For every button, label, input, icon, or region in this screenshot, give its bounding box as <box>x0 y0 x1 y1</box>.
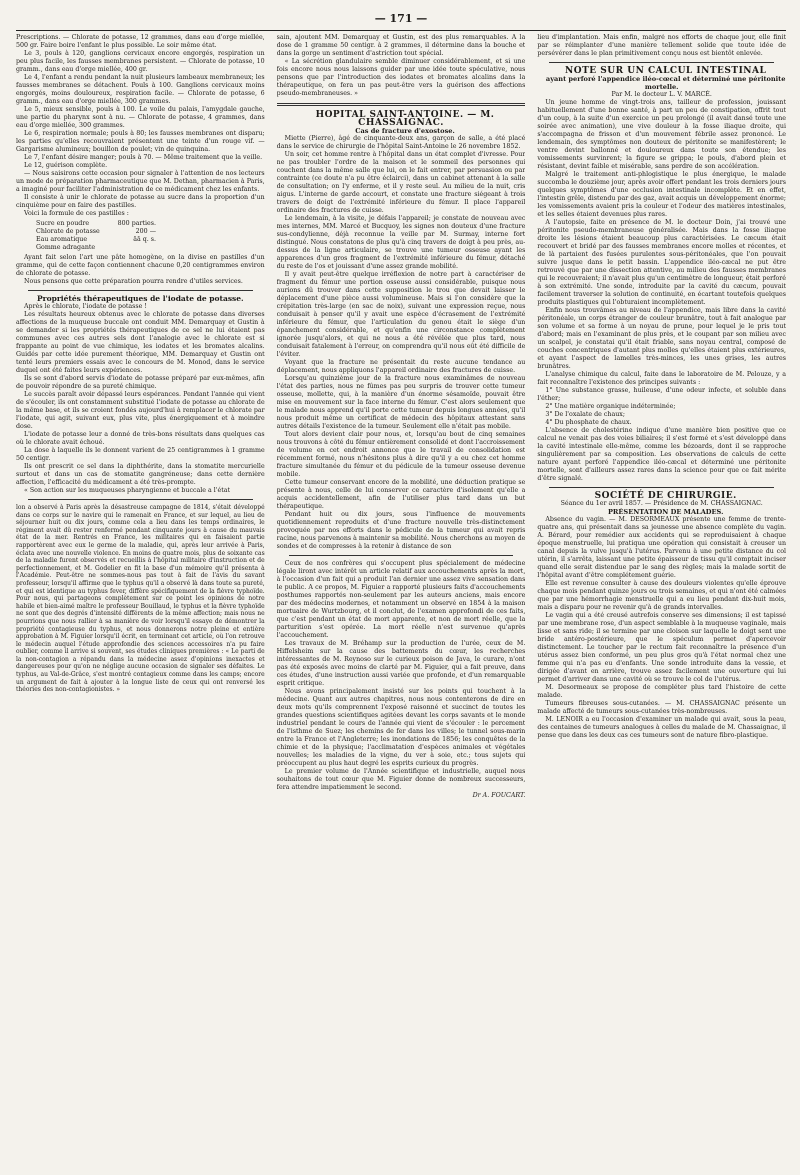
columns <box>16 34 786 1165</box>
section-title: Propriétés thérapeutiques de l'iodate de potasse. <box>37 294 244 303</box>
formula-quantity: 800 parties. <box>117 220 156 227</box>
formula-quantity: 200 — <box>135 228 156 235</box>
session-line: Séance du 1er avril 1857. — Présidence de M. CHASSAIGNAC. <box>560 500 763 507</box>
formula-row <box>36 244 156 252</box>
paragraph: Miette (Pierre), âgé de cinquante-deux ans, garçon de salle, a été placé dans le service de chirurgie de l'hôpital Saint-Antoine le 26 novembre 1852. <box>276 135 526 150</box>
paragraph: Voyant que la fracture ne présentait du reste aucune tendance au déplacement, nous appliquons l'appareil ordinaire des fractures de cuisse. <box>276 359 526 374</box>
formula-ingredient: Chlorate de potasse <box>36 228 100 235</box>
paragraph: Le 4, l'enfant a rendu pendant la nuit plusieurs lambeaux membraneux; les fausses membranes se détachent. Pouls à 100. Ganglions cervicaux moins engorgés, moins douloureux, respiration facile. — Chlorate de potasse, 6 gramm., dans eau d'orge miellée, 300 grammes. <box>16 74 265 105</box>
paragraph: A l'autopsie, faite en présence de M. le docteur Doin, j'ai trouvé une péritonite pseudo-membraneuse généralisée. Mais dans la fosse iliaque droite les lésions étaient beaucoup plus caractérisées. Le cæcum était recouvert et bridé par des fausses membranes encore molles et récentes, et de là partaient des fusées purulentes sous-péritonéales, que l'on pouvait suivre jusque dans le petit bassin. L'appendice iléo-cæcal ne put être retrouvé que par une dissection attentive, au milieu des fausses membranes qui le recouvraient; il n'avait plus qu'un centimètre de longueur, était perforé à son extrémité. Une sonde, introduite par la cavité du cæcum, pouvait facilement traverser la solution de continuité, en écartant toutefois quelques produits plastiques qui l'obturaient incomplètement. <box>537 219 787 306</box>
paragraph: L'absence de cholestérine indique d'une manière bien positive que ce calcul ne venait pas des voies biliaires; il s'est formé et s'est développé dans la cavité intestinale elle-même, comme les bézoards, dont il se rapproche singulièrement par sa composition. Les observations de calculs de cette nature ayant perforé l'appendice iléo-cæcal et déterminé une péritonite mortelle, sont d'ailleurs assez rares dans la science pour que ce fait mérite d'être signalé. <box>537 427 787 482</box>
formula-quantity: āā q. s. <box>133 236 156 243</box>
column-2 <box>277 34 526 1165</box>
divider <box>289 555 514 556</box>
paragraph: Le lendemain, à la visite, je défais l'appareil; je constate de nouveau avec mes internes, MM. Marcé et Bucquoy, les signes non douteux d'une fracture sus-condylienne, déjà reconnue la veille par M. Surmay, interne fort distingué. Nous constatons de plus qu'à cinq travers de doigt à peu près, au-dessus de la ligne articulaire, se trouve une tumeur osseuse ayant les apparences d'un gros fragment de l'extrémité inférieure du fémur, détaché du reste de l'os et jouissant d'une assez grande mobilité. <box>276 215 526 270</box>
paragraph: Voici la formule de ces pastilles : <box>24 210 129 217</box>
paragraph: Ceux de nos confrères qui s'occupent plus spécialement de médecine légale liront avec intérêt un article relatif aux accouchements après la mort, à l'occasion d'un fait qui a produit l'an dernier une assez vive sensation dans le public. A ce propos, M. Figuier a rapporté plusieurs faits d'accouchements posthumes rapportés non-seulement par les auteurs anciens, mais encore par des médecins modernes, et notamment un observé en 1854 à la maison mortuaire de Wurtzbourg, et il conclut, de l'examen approfondi de ces faits, que c'est pendant un état de mort apparente, et non de mort réelle, que la parturition s'est opérée. La mort réelle n'est survenue qu'après l'accouchement. <box>276 560 526 639</box>
paragraph: M. LENOIR a eu l'occasion d'examiner un malade qui avait, sous la peau, des centaines de tumeurs analogues à celles du malade de M. Chassaignac, il pense que dans les deux cas ces tumeurs sont de nature fibro-plastique. <box>537 716 787 739</box>
paragraph: Malgré le traitement anti-phlogistique le plus énergique, le malade succomba le douzième jour, après avoir offert pendant les trois derniers jours quelques symptômes d'une occlusion intestinale incomplète. Et en effet, l'intestin grêle, distendu par des gaz, avait acquis un développement énorme; les vomissements avaient pris la couleur et l'odeur des matières intestinales, et les selles étaient devenues plus rares. <box>537 171 787 218</box>
paragraph: Tout alors devient clair pour nous, et, lorsqu'au bout de cinq semaines nous trouvons à côté du fémur entièrement consolidé et dont l'accroissement de volume en cet endroit annonce que le travail de consolidation est récemment formé, nous n'hésitons plus à dire qu'il y a eu chez cet homme fracture simultanée du fémur et du pédicule de la tumeur osseuse devenue mobile. <box>276 431 526 478</box>
paragraph: « Son action sur les muqueuses pharyngienne et buccale a l'état <box>24 487 231 494</box>
divider <box>277 103 526 106</box>
paragraph: Le 3, pouls à 120, ganglions cervicaux encore engorgés, respiration un peu plus facile, les fausses membranes persistent. — Chlorate de potasse, 10 gramm., dans eau d'orge miellée, 400 gr. <box>16 50 265 73</box>
paragraph: Le 7, l'enfant désire manger; pouls à 70. — Même traitement que la veille. <box>24 154 263 161</box>
paragraph: La dose à laquelle ils le donnent varient de 25 centigrammes à 1 gramme 50 centigr. <box>16 447 265 462</box>
paragraph: M. Desormeaux se propose de compléter plus tard l'histoire de cette malade. <box>537 684 787 699</box>
paragraph: Elle est revenue consulter à cause des douleurs violentes qu'elle éprouve chaque mois pendant quinze jours ou trois semaines, et qui n'ont été calmées que par une hémorrhagie menstruelle qui a eu lieu pendant dix-huit mois, mais a disparu pour ne revenir qu'à de grands intervalles. <box>537 580 787 611</box>
paragraph: Nous pensons que cette préparation pourra rendre d'utiles services. <box>24 278 243 285</box>
paragraph: « La sécrétion glandulaire semble diminuer considérablement, et si une fois encore nous nous laissons guider par une idée toute spéculative, nous pensons que par l'introduction des iodates et bromates alcalins dans la thérapeutique, on fera un pas peut-être vers la guérison des affections pseudo-membraneuses. » <box>276 58 526 97</box>
paragraph: Un jeune homme de vingt-trois ans, tailleur de profession, jouissant habituellement d'une bonne santé, à part un peu de constipation, offrit tout d'un coup, à la suite d'un exercice un peu prolongé (il avait dansé toute une soirée avec animation), une vive douleur à la fosse iliaque droite, qui s'accompagna de frisson et d'un mouvement fébrile assez prononcé. Le lendemain, des symptômes non douteux de péritonite se manifestèrent; le ventre devint ballonné et douloureux dans toute son étendue; les vomissements survinrent; la figure se grippa; le pouls, d'abord plein et résistant, devint faible et misérable, sans perdre de son accélération. <box>537 99 787 170</box>
paragraph: L'analyse chimique du calcul, faite dans le laboratoire de M. Pelouze, y a fait reconnaître l'existence des principes suivants : <box>537 371 787 386</box>
list-item: 1° Une substance grasse, huileuse, d'une odeur infecte, et soluble dans l'éther; <box>537 387 787 402</box>
paragraph: Pendant huit ou dix jours, sous l'influence de mouvements quotidiennement reproduits et d'une fracture nouvelle très-distinctement provoquée par nos efforts dans le pédicule de la tumeur qui avait repris racine, nous parvenons à maintenir sa mobilité. Nous cherchons au moyen de sondes et de compresses à la retenir à distance de son <box>276 511 526 550</box>
paragraph: Un soir, cet homme rentre à l'hôpital dans un état complet d'ivresse. Pour ne pas troubler l'ordre de la maison et le sommeil des personnes qui couchent dans la même salle que lui, on le fait entrer, par persuasion ou par contrainte (ce doute n'a pu être éclairci), dans un cabinet attenant à la salle de consultation; on l'y enferme, et il y reste seul. Au milieu de la nuit, cris aigus. L'interne de garde accourt, et constate une fracture siégeant à trois travers de doigt de l'extrémité inférieure du fémur. Il place l'appareil ordinaire des fractures de cuisse. <box>276 151 526 214</box>
formula-ingredient: Sucre en poudre <box>36 220 90 227</box>
note-title: NOTE SUR UN CALCUL INTESTINAL <box>565 66 767 76</box>
paragraph: L'iodate de potasse leur a donné de très-bons résultats dans quelques cas où le chlorate avait échoué. <box>16 431 265 446</box>
paragraph: Le premier volume de l'Année scientifique et industrielle, auquel nous souhaitons de tout cœur que M. Figuier donne de nombreux successeurs, fera attendre impatiemment le second. <box>276 768 526 791</box>
paragraph: Prescriptions. — Chlorate de potasse, 12 grammes, dans eau d'orge miellée, 500 gr. Faire boire l'enfant le plus possible. Le soir même état. <box>16 34 265 49</box>
paragraph: Le vagin qui a été creusé autrefois conserve ses dimensions; il est tapissé par une membrane rose, d'un aspect semblable à la muqueuse vaginale, mais lisse et sans ride; il se termine par une cloison sur laquelle le doigt sent une bride antéro-postérieure, que le spéculum permet d'apercevoir distinctement. Le toucher par le rectum fait reconnaître la présence d'un utérus assez bien conformé, un peu plus gros qu'à l'état normal chez une femme qui n'a pas eu d'enfants. Une sonde introduite dans la vessie, et dirigée d'avant en arrière, trouve assez facilement une ouverture qui lui permet d'arriver dans une cavité où se trouve le col de l'utérus. <box>537 612 787 683</box>
column-3 <box>537 34 786 1165</box>
paragraph: Les résultats heureux obtenus avec le chlorate de potasse dans diverses affections de la muqueuse buccale ont conduit MM. Demarquay et Gustin à se demander si les propriétés thérapeutiques de ce sel ne lui étaient pas communes avec ces autres sels dont l'analogie avec le chlorate est si frappante au point de vue chimique, les iodates et les bromates alcalins. Guidés par cette idée purement théorique, MM. Demarquay et Gustin ont tenté leurs premiers essais avec le concours de M. Monod, dans le service duquel ont été faites leurs expériences. <box>16 311 265 374</box>
hospital-title: HOPITAL SAINT-ANTOINE. — M. CHASSAIGNAC. <box>315 110 495 128</box>
list-item: 2° Une matière organique indéterminée; <box>545 403 676 410</box>
formula-ingredient: Gomme adragante <box>36 244 96 251</box>
case-title: Cas de fracture d'exostose. <box>355 127 455 135</box>
paragraph: Lorsqu'au quinzième jour de la fracture nous examinâmes de nouveau l'état des parties, nous ne fûmes pas peu surpris de trouver cette tumeur osseuse, mollette, qui, à la manière d'un énorme sésamoïde, pouvait être mise en mouvement sur la face interne du fémur. C'est alors seulement que le malade nous apprend qu'il porte cette tumeur depuis longues années, qu'il nous produit même un certificat de médecin des hôpitaux attestant sans autres détails l'existence de la tumeur. Seulement elle n'était pas mobile. <box>276 375 526 430</box>
paragraph: Les travaux de M. Bréhamp sur la production de l'urée, ceux de M. Hiffelsheim sur la cause des battements du cœur, les recherches intéressantes de M. Reynoso sur le curieux poison de Java, le curare, n'ont pas été exposés avec moins de clarté par M. Figuier, qui a fait preuve, dans ces études, d'une instruction aussi variée que profonde, et d'un remarquable esprit critique. <box>276 640 526 687</box>
divider <box>28 290 253 291</box>
formula-row <box>36 220 156 228</box>
society-title: SOCIÉTÉ DE CHIRURGIE. <box>594 491 737 501</box>
paragraph: Il consiste à unir le chlorate de potasse au sucre dans la proportion d'un cinquième pour en faire des pastilles. <box>16 194 265 209</box>
paragraph: Tumeurs fibreuses sous-cutanées. — M. CHASSAIGNAC présente un malade affecté de tumeurs sous-cutanées très-nombreuses. <box>537 700 787 715</box>
paragraph: lieu d'implantation. Mais enfin, malgré nos efforts de chaque jour, elle finit par se réimplanter d'une manière tellement solide que toute idée de persévérer dans le plan primitivement conçu nous est bientôt enlevée. <box>537 34 787 57</box>
note-author: Par M. le docteur L. V. MARCÉ. <box>611 91 712 98</box>
paragraph: Enfin nous trouvâmes au niveau de l'appendice, mais libre dans la cavité péritonéale, un corps étranger de couleur brunâtre, tout à fait analogue par son volume et sa forme à un noyau de prune, pour lequel je le pris tout d'abord; mais en l'examinant de plus près, et le coupant par son milieu avec un scalpel, je constatai qu'il était friable, sans noyau central, composé de couches concentriques d'autant plus molles qu'elles étaient plus extérieures, et ayant l'aspect de lamelles très-minces, les unes grises, les autres brunâtres. <box>537 307 787 370</box>
formula-table <box>36 220 156 252</box>
paragraph: Le 12, guérison complète. <box>24 162 108 169</box>
paragraph: Nous avons principalement insisté sur les points qui touchent à la médecine. Quant aux autres chapitres, nous nous contenterons de dire en deux mots qu'ils comprennent l'exposé raisonné et succinct de toutes les grandes questions scientifiques agitées devant les corps savants et le monde industriel pendant le cours de l'année qui vient de s'écouler : le percement de l'isthme de Suez; les chemins de fer dans les villes; le tunnel sous-marin entre la France et l'Angleterre; les inondations de 1856; les conquêtes de la chimie et de la physique; l'acclimatation d'espèces animales et végétales nouvelles; les maladies de la vigne, du ver à soie, etc.; tous sujets qui préoccupent au plus haut degré les esprits curieux du progrès. <box>276 688 526 767</box>
paragraph: Il y avait peut-être quelque irréflexion de notre part à caractériser de fragment du fémur une portion osseuse aussi considérable, puisque nous aurions dû trouver dans cette supposition le trou que devait laisser le déplacement d'une pièce aussi volumineuse. Mais si l'on considère que la crépitation très-large (en sac de noix), suivant une expression reçue, nous conduisait à penser qu'il y avait une espèce d'écrasement de l'extrémité inférieure du fémur, que l'articulation du genou était le siège d'un épanchement considérable, et qu'enfin une circonstance complètement ignorée jusqu'alors, et qui ne nous a été révélée que plus tard, nous conduisait fatalement à l'erreur, on comprendra qu'il nous eût été difficile de l'éviter. <box>276 271 526 358</box>
column-1 <box>16 34 265 1165</box>
page-header <box>16 8 786 31</box>
presentation-title: PRÉSENTATION DE MALADES. <box>607 508 724 516</box>
formula-row <box>36 228 156 236</box>
paragraph: — Nous saisirons cette occasion pour signaler à l'attention de nos lecteurs un mode de préparation pharmaceutique que M. Dethan, pharmacien à Paris, a imaginé pour faciliter l'administration de ce médicament chez les enfants. <box>16 170 265 193</box>
paragraph: Ayant fait selon l'art une pâte homogène, on la divise en pastilles d'un gramme, qui de cette façon contiennent chacune 0,20 centigrammes environ de chlorate de potasse. <box>16 254 265 277</box>
paragraph: Après le chlorate, l'iodate de potasse ! <box>24 303 147 310</box>
paragraph: sain, ajoutent MM. Demarquay et Gustin, est des plus remarquables. A la dose de 1 gramme 50 centigr. à 2 grammes, il détermine dans la bouche et dans la gorge un sentiment d'astriction tout spécial. <box>276 34 526 57</box>
paragraph: Absence du vagin. — M. DESORMEAUX présente une femme de trente-quatre ans, qui présentait dans sa jeunesse une absence complète du vagin. A. Bérard, pour remédier aux accidents qui se reproduisaient à chaque époque menstruelle, lui pratiqua une opération qui consistait à creuser un canal depuis la vulve jusqu'à l'utérus. Parvenu à une petite distance du col utérin, il s'arrêta, laissant une petite épaisseur de tissu qu'il comptait inciser quand elle serait distendue par le sang des règles; mais la malade sortit de l'hôpital avant d'être complétement guérie. <box>537 516 787 579</box>
paragraph: Cette tumeur conservant encore de la mobilité, une déduction pratique se présente à nous, celle de lui conserver ce caractère d'isolement qu'elle a acquis accidentellement, afin de l'utiliser plus tard dans un but thérapeutique. <box>276 479 526 510</box>
paragraph: Le 5, mieux sensible, pouls à 100. Le voile du palais, l'amygdale gauche, une partie du pharynx sont à nu. — Chlorate de potasse, 4 grammes, dans eau d'orge miellée, 300 grammes. <box>16 106 265 129</box>
list-item: 3° De l'oxalate de chaux; <box>545 411 625 418</box>
note-subtitle: ayant perforé l'appendice iléo-cœcal et déterminé une péritonite mortelle. <box>545 75 786 91</box>
page-number: — 171 — <box>374 12 428 25</box>
footnote: lon a observé à Paris après la désastreuse campagne de 1814, s'était développé dans ce corps sur le navire qui le ramenait en France, et sur lequel, au lieu de séjourner huit ou dix jours, comme cela a lieu dans les temps ordinaires, le régiment avait dû rester renfermé pendant cinquante jours à cause du mauvais état de la mer. Rentrés en France, les militaires qui en faisaient partie rapportèrent avec eux le germe de la maladie, qui, après leur arrivée à Paris, éclata avec une nouvelle violence. En moins de quatre mois, plus de soixante cas de la maladie furent observés et recueillis à l'hôpital militaire d'instruction et de perfectionnement, et M. Godelier en fit la base d'un mémoire qu'il présenta à l'Académie. Peut-être ne sommes-nous pas tout à fait de l'avis du savant professeur, lorsqu'il affirme que le typhus qu'il a observé là dans toute sa pureté, et qui est identique au typhus fever, diffère spécifiquement de la fièvre typhoïde. Pour nous, qui partageons complètement sur ce point les opinions de notre habile et bien-aimé maître le professeur Bouillaud, le typhus et la fièvre typhoïde ne sont que des degrés d'intensité différents de la même affection; mais nous ne pourrions que nous rallier à sa manière de voir lorsqu'il essaye de démontrer la propriété contagieuse du typhus, et nous donnerons notre pleine et entière approbation à M. Figuier lorsqu'il écrit, en terminant cet article, où l'on retrouve le médecin auquel l'étude approfondie des sciences accessoires n'a pu faire oublier, comme il arrive si souvent, ses études cliniques premières : « Le parti de la non-contagion a répandu dans la médecine assez d'opinions inexactes et dangereuses pour qu'on ne néglige aucune occasion de signaler ses défaites. Le typhus, au Val-de-Grâce, s'est montré contagieux comme dans les camps; encore un argument de fait à ajouter à la longue liste de ceux qui ont renversé les théories des non-contagionistes. » <box>16 504 265 694</box>
list-item: 4° Du phosphate de chaux. <box>545 419 632 426</box>
formula-row <box>36 236 156 244</box>
paragraph: Le 6, respiration normale; pouls à 80; les fausses membranes ont disparu; les parties qu'elles recouvraient présentent une teinte d'un rouge vif. — Gargarisme alumineux; bouillon de poulet; vin de quinquina. <box>16 130 265 153</box>
paragraph: Ils ont prescrit ce sel dans la diphthérite, dans la stomatite mercurielle surtout et dans un cas de stomatite gangréneuse; dans cette dernière affection, l'efficacité du médicament a été très-prompte. <box>16 463 265 486</box>
divider <box>549 62 774 63</box>
divider <box>549 487 774 488</box>
divider <box>28 499 253 500</box>
paragraph: Le succès paraît avoir dépassé leurs espérances. Pendant l'année qui vient de s'écouler, ils ont constamment substitué l'iodate de potasse au chlorate de la même base, et ils se croient fondés aujourd'hui à remplacer le chlorate par l'iodate, qui agit, suivant eux, plus vite, plus énergiquement et à moindre dose. <box>16 391 265 430</box>
signature: Dr A. FOUCART. <box>472 792 526 799</box>
paragraph: Ils se sont d'abord servis d'iodate de potasse préparé par eux-mêmes, afin de pouvoir répondre de sa pureté chimique. <box>16 375 265 390</box>
formula-ingredient: Eau aromatique <box>36 236 88 243</box>
